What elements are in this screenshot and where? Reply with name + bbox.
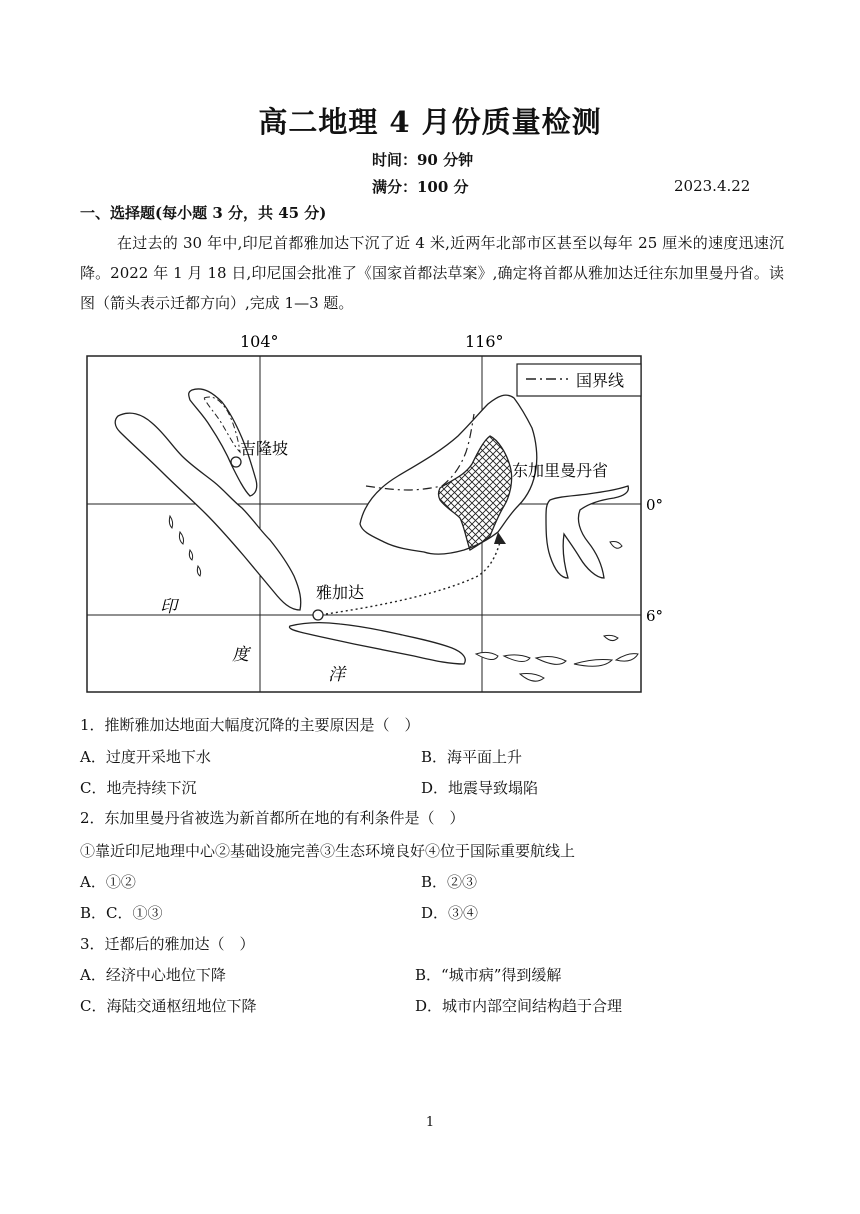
lat-label-0: 0° — [646, 496, 664, 514]
question-2-statements: ①靠近印尼地理中心②基础设施完善③生态环境良好④位于国际重要航线上 — [80, 842, 576, 860]
q3-option-d: D．城市内部空间结构趋于合理 — [415, 997, 623, 1015]
q3-option-c: C．海陆交通枢纽地位下降 — [80, 997, 257, 1015]
ocean-char-1: 印 — [160, 597, 177, 617]
lon-label-116: 116° — [465, 332, 504, 351]
indonesia-map — [80, 328, 680, 700]
q1-option-c: C．地壳持续下沉 — [80, 779, 197, 797]
relocation-arrow — [326, 542, 500, 614]
java-island — [289, 623, 465, 664]
legend-label: 国界线 — [576, 371, 625, 390]
question-1-stem: 1．推断雅加达地面大幅度沉降的主要原因是（ ） — [80, 716, 420, 734]
page-title: 高二地理 4 月份质量检测 — [258, 105, 602, 139]
question-2-stem: 2．东加里曼丹省被选为新首都所在地的有利条件是（ ） — [80, 809, 465, 827]
passage-text: 在过去的 30 年中,印尼首都雅加达下沉了近 4 米,近两年北部市区甚至以每年 25 厘米的速度迅速沉降。2022 年 1 月 18 日,印尼国会批准了《国家首都法草案》,确定将首都从雅加达迁往东加里曼丹省。读图（箭头表示迁都方向）,完成 1—3 题。 — [80, 234, 784, 312]
section-title: 一、选择题(每小题 3 分，共 45 分) — [80, 204, 327, 222]
exam-time: 时间：90 分钟 — [372, 151, 474, 169]
exam-date: 2023.4.22 — [674, 177, 751, 195]
lon-label-104: 104° — [240, 332, 279, 351]
kuala-lumpur-marker — [231, 457, 241, 467]
kuala-lumpur-label: 吉隆坡 — [240, 439, 289, 458]
q1-option-d: D．地震导致塌陷 — [421, 779, 539, 797]
lat-label-6: 6° — [646, 607, 664, 625]
question-3-stem: 3．迁都后的雅加达（ ） — [80, 935, 255, 953]
jakarta-label: 雅加达 — [316, 583, 365, 602]
jakarta-marker — [313, 610, 323, 620]
q2-option-d: D．③④ — [421, 904, 479, 922]
ocean-char-3: 洋 — [328, 665, 345, 685]
q2-option-c: B．C．①③ — [80, 904, 163, 922]
sulawesi-island — [546, 486, 628, 578]
q3-option-a: A．经济中心地位下降 — [80, 966, 226, 984]
ocean-char-2: 度 — [232, 645, 249, 665]
exam-score: 满分：100 分 — [372, 178, 469, 196]
q2-option-b: B．②③ — [421, 873, 478, 891]
q1-option-a: A．过度开采地下水 — [80, 748, 211, 766]
q3-option-b: B．“城市病”得到缓解 — [415, 966, 562, 984]
east-kalimantan-label: 东加里曼丹省 — [512, 461, 609, 480]
q1-option-b: B．海平面上升 — [421, 748, 523, 766]
page-number: 1 — [425, 1115, 435, 1130]
q2-option-a: A．①② — [80, 873, 136, 891]
